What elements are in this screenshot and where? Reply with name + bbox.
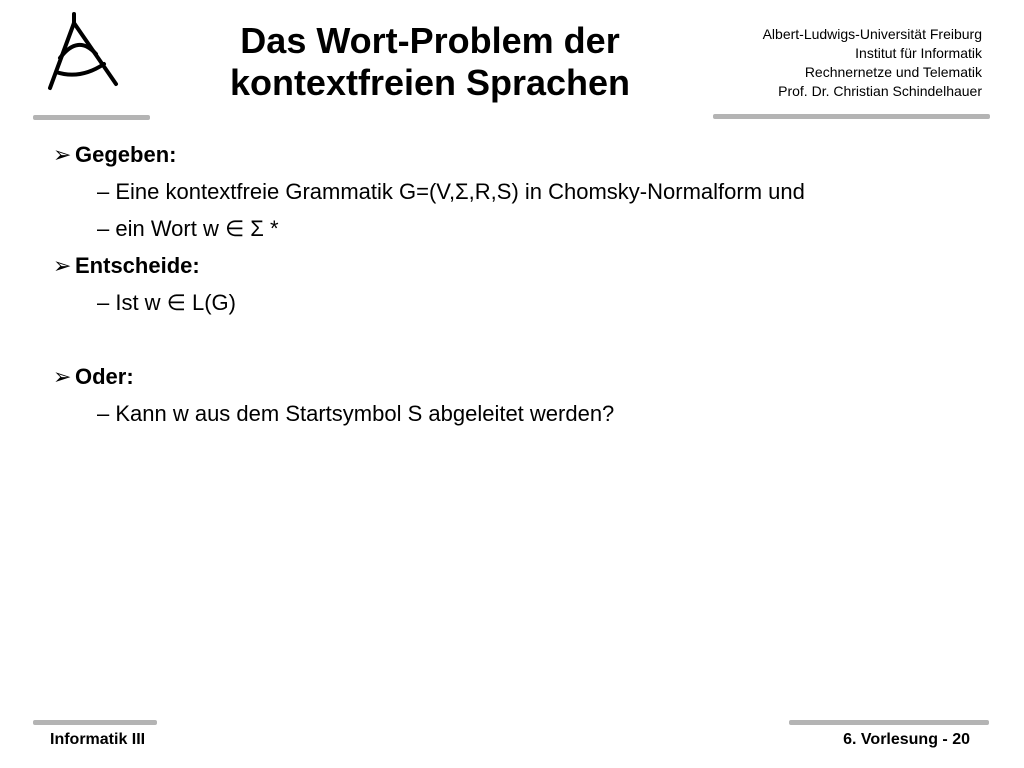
- institution-line: Rechnernetze und Telematik: [804, 64, 982, 80]
- footer-rule-left: [33, 720, 157, 725]
- slide-title-line: Das Wort-Problem der: [240, 20, 620, 61]
- sub-item: – ein Wort w ∈ Σ *: [97, 216, 279, 241]
- bullet-heading: Entscheide:: [75, 253, 200, 278]
- institution-line: Prof. Dr. Christian Schindelhauer: [778, 83, 982, 99]
- sub-item: – Ist w ∈ L(G): [97, 290, 236, 315]
- slide-content: [53, 136, 993, 432]
- header-rule-left: [33, 115, 150, 120]
- header-rule-right: [713, 114, 990, 119]
- institution-block: [763, 25, 982, 101]
- slide-title: [170, 20, 690, 104]
- slide-title-line: kontextfreien Sprachen: [229, 62, 631, 103]
- bullet-oder: [53, 358, 993, 395]
- sub-item: – Kann w aus dem Startsymbol S abgeleitet werden?: [97, 401, 615, 426]
- spacer: [53, 321, 993, 358]
- footer-page-number: 6. Vorlesung - 20: [843, 731, 970, 748]
- arrow-bullet-icon: ➢: [53, 253, 72, 278]
- institution-line: Institut für Informatik: [855, 45, 982, 61]
- footer-course: Informatik III: [50, 731, 146, 748]
- bullet-gegeben: [53, 136, 993, 173]
- university-seal-icon: [40, 12, 124, 96]
- institution-line: Albert-Ludwigs-Universität Freiburg: [762, 26, 982, 42]
- arrow-bullet-icon: ➢: [53, 364, 72, 389]
- footer-rule-right: [789, 720, 989, 725]
- sub-item: – Eine kontextfreie Grammatik G=(V,Σ,R,S) in Chomsky-Normalform und: [97, 179, 805, 204]
- bullet-entscheide: [53, 247, 993, 284]
- arrow-bullet-icon: ➢: [53, 142, 72, 167]
- bullet-heading: Oder:: [75, 364, 134, 389]
- bullet-heading: Gegeben:: [75, 142, 177, 167]
